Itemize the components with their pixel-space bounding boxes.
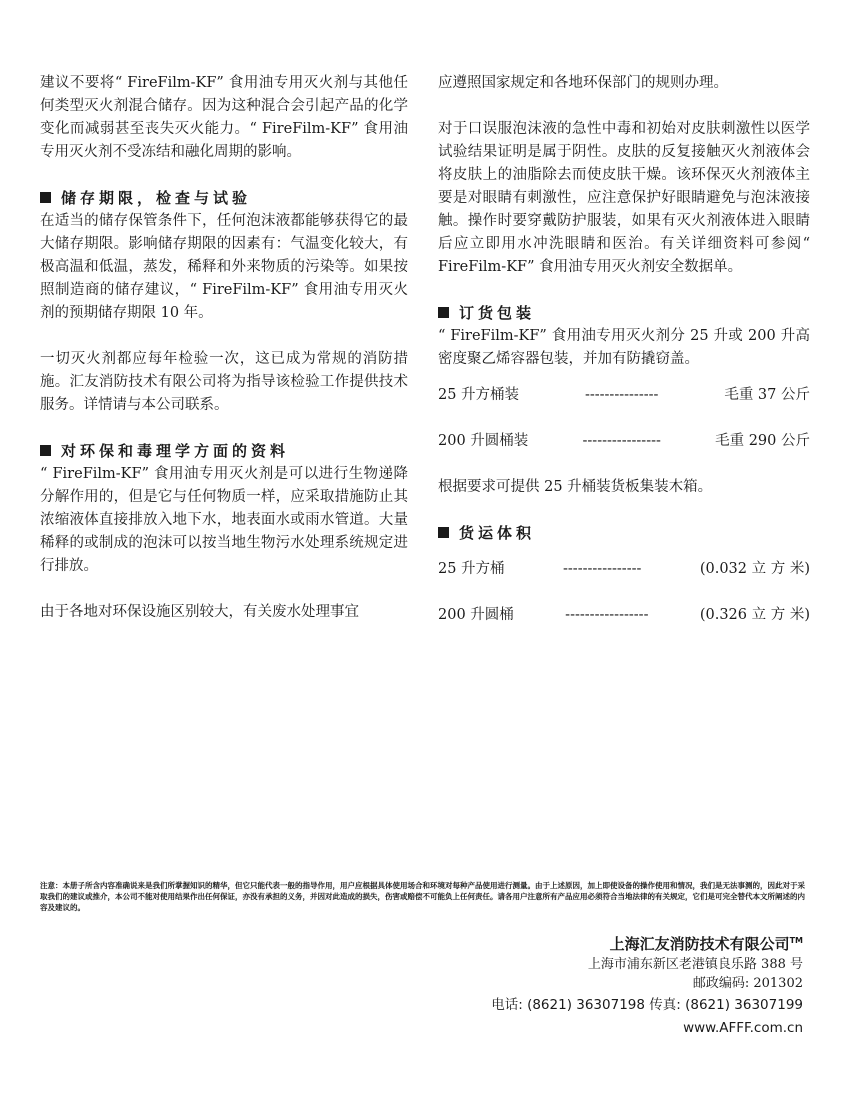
website-link[interactable]: www.AFFF.com.cn bbox=[683, 1020, 803, 1036]
storage-heading: 储存期限，检查与试验 bbox=[40, 187, 408, 210]
volume-row: 200 升圆桶 ----------------- (0.326 立 方 米) bbox=[438, 607, 810, 623]
right-column bbox=[438, 72, 810, 627]
company-footer bbox=[491, 930, 803, 1039]
biodegradable-paragraph: “ FireFilm-KF” 食用油专用灭火剂是可以进行生物递降分解作用的，但是它与任何物质一样，应采取措施防止其浓缩液体直接排放入地下水，地表面水或雨水管道。大量稀释的或制成的泡沫可以按当地生物污水处理系统规定进行排放。 bbox=[40, 466, 408, 574]
toxicology-paragraph: 对于口误服泡沫液的急性中毒和初始对皮肤刺激性以医学试验结果证明是属于阴性。皮肤的反复接触灭火剂液体会将皮肤上的油脂除去而使皮肤干燥。该环保灭火剂液体主要是对眼睛有刺激性，应注意保护好眼睛避免与泡沫液接触。操作时要穿戴防护服装，如果有灭火剂液体进入眼睛后应立即用水冲洗眼睛和医治。有关详细资料可参阅“ FireFilm-KF” 食用油专用灭火剂安全数据单。 bbox=[438, 121, 810, 275]
pallet-note: 根据要求可提供 25 升桶装货板集装木箱。 bbox=[438, 479, 713, 495]
volume-row: 25 升方桶 ---------------- (0.032 立 方 米) bbox=[438, 561, 810, 577]
wastewater-paragraph: 由于各地对环保设施区别较大，有关废水处理事宜 bbox=[40, 604, 359, 620]
shipping-volume-heading: 货运体积 bbox=[438, 522, 810, 545]
phone-fax: 电话: (8621) 36307198 传真: (8621) 36307199 bbox=[491, 997, 803, 1013]
packaging-paragraph: “ FireFilm-KF” 食用油专用灭火剂分 25 升或 200 升高密度聚乙烯容器包装，并加有防撬窃盖。 bbox=[438, 328, 810, 367]
environment-heading: 对环保和毒理学方面的资料 bbox=[40, 440, 408, 463]
storage-mixing-paragraph: 建议不要将“ FireFilm-KF” 食用油专用灭火剂与其他任何类型灭火剂混合储存。因为这种混合会引起产品的化学变化而减弱甚至丧失灭火能力。“ FireFilm-KF” 食用油专用灭火剂不受冻结和融化周期的影响。 bbox=[40, 75, 408, 160]
bullet-square-icon bbox=[40, 192, 51, 203]
package-row: 200 升圆桶装 ---------------- 毛重 290 公斤 bbox=[438, 433, 810, 449]
storage-life-paragraph: 在适当的储存保管条件下，任何泡沫液都能够获得它的最大储存期限。影响储存期限的因素有：气温变化较大，有极高温和低温，蒸发，稀释和外来物质的污染等。如果按照制造商的储存建议，“ FireFilm-KF” 食用油专用灭火剂的预期储存期限 10 年。 bbox=[40, 213, 408, 321]
company-name: 上海汇友消防技术有限公司™ bbox=[609, 935, 803, 953]
trademark-mark: TM bbox=[789, 936, 803, 945]
bullet-square-icon bbox=[438, 307, 449, 318]
annual-inspection-paragraph: 一切灭火剂都应每年检验一次，这已成为常规的消防措施。汇友消防技术有限公司将为指导该检验工作提供技术服务。详情请与本公司联系。 bbox=[40, 351, 408, 413]
package-row: 25 升方桶装 --------------- 毛重 37 公斤 bbox=[438, 387, 810, 403]
disclaimer-note: 注意：本册子所含内容准确说来是我们所掌握知识的精华，但它只能代表一般的指导作用，用户应根据具体使用场合和环境对每种产品使用进行测量。由于上述原因，加上即使设备的操作使用和情况，我们是无法事测的，因此对于采取我们的建议或推介，本公司不能对使用结果作出任何保证，亦没有承担的义务，并因对此造成的损失，伤害或赔偿不可能负上任何责任。请各用户注意所有产品应用必须符合当地法律的有关规定，它们是可完全替代本文所阐述的内容及建议的。 bbox=[40, 881, 805, 912]
ordering-heading: 订货包装 bbox=[438, 302, 810, 325]
company-address: 上海市浦东新区老港镇良乐路 388 号 bbox=[587, 957, 803, 972]
bullet-square-icon bbox=[40, 445, 51, 456]
bullet-square-icon bbox=[438, 527, 449, 538]
left-column bbox=[40, 72, 408, 624]
postal-code: 邮政编码: 201302 bbox=[692, 976, 803, 991]
wastewater-paragraph-continued: 应遵照国家规定和各地环保部门的规则办理。 bbox=[438, 75, 728, 91]
